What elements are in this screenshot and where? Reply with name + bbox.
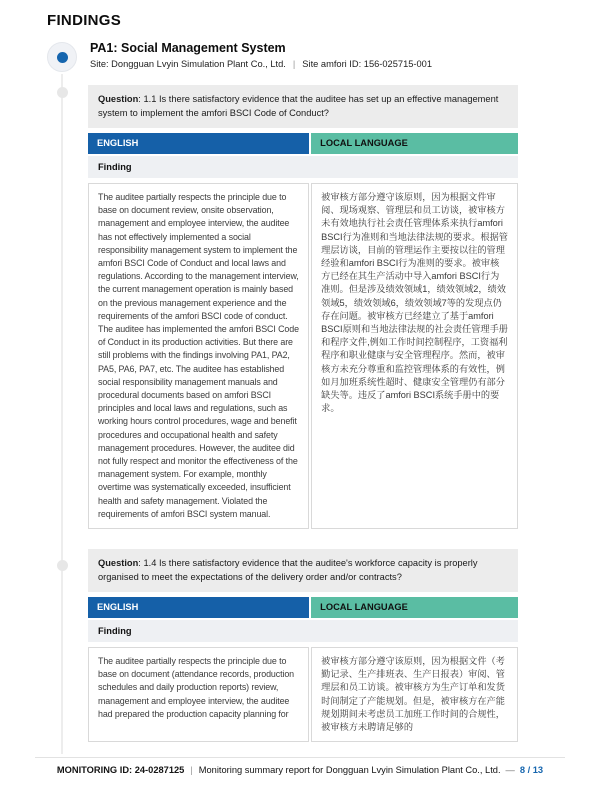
pa1-bullet-icon [47, 42, 77, 72]
monitoring-id: MONITORING ID: 24-0287125 [56, 765, 185, 775]
finding-english-cell: The auditee partially respects the principle due to base on document review, onsite observation, management and employee interview, the auditee has not effectively implemented a social responsibility management system to implement the amfori BSCI Code of Conduct and local laws and regulations. According to the management interview, the current management operation is mainly based on the previous management experience and the requirements of the amfori BSCI code of conduct. The auditee has implemented the amfori BSCI Code of Conduct in its production activities. But there are still problems with the findings involving PA1, PA2, PA5, PA6, PA7, etc. The auditee has established social responsibility management manuals and procedural documents based on amfori BSCI principles and local laws and regulations, such as working hours control procedures, wage and benefit procedures and occupational health and safety management procedures. However, the auditee did not fully respect and monitor the effectiveness of the management system. For example, monthly overtime was systematically exceeded, insufficient health and safety management. Violated the requirements of amfori BSCI system manual. [88, 183, 309, 529]
question-text [88, 549, 518, 592]
page-title: FINDINGS [47, 12, 122, 29]
separator: | [190, 765, 193, 775]
section-header [90, 41, 530, 69]
column-header-local-language: LOCAL LANGUAGE [311, 597, 518, 618]
finding-row-label: Finding [88, 620, 518, 642]
timeline-node-icon [57, 87, 68, 98]
site-name: Site: Dongguan Lvyin Simulation Plant Co., Ltd. [90, 59, 286, 69]
column-header-english: ENGLISH [88, 597, 309, 618]
finding-text-row [88, 183, 518, 529]
timeline-line [61, 74, 63, 754]
separator: | [292, 59, 296, 69]
finding-english-cell: The auditee partially respects the principle due to base on document (attendance records, production schedules and daily production reports) review, management and employee interview, the auditee had prepared the production capacity planning for [88, 647, 309, 742]
footer-divider [35, 757, 565, 758]
page-footer [0, 765, 600, 775]
finding-text-row [88, 647, 518, 742]
column-header-english: ENGLISH [88, 133, 309, 154]
finding-local-cell: 被审核方部分遵守该原则，因为根据文件（考勤记录、生产排班表、生产日报表）审阅、管理层和员工访谈。被审核方为生产订单和发货时间制定了产能规划。但是，被审核方在产能规划期间未考虑员工加班工作时间的合规性，被审核方未聘请足够的 [311, 647, 518, 742]
language-header-row [88, 597, 518, 618]
section-title: PA1: Social Management System [90, 41, 286, 55]
question-body: : 1.1 Is there satisfactory evidence that the auditee has set up an effective management system to implement the amfori BSCI Code of Conduct? [98, 94, 499, 119]
blue-dot-icon [57, 52, 68, 63]
page-number: 8 / 13 [519, 765, 544, 775]
report-title: Monitoring summary report for Dongguan Lvyin Simulation Plant Co., Ltd. [198, 765, 501, 775]
language-header-row [88, 133, 518, 154]
question-label: Question [98, 558, 139, 569]
question-1-4-block [88, 549, 518, 742]
findings-content [88, 85, 518, 742]
question-label: Question [98, 94, 139, 104]
site-info-line [90, 59, 530, 69]
column-header-local-language: LOCAL LANGUAGE [311, 133, 518, 154]
finding-local-cell: 被审核方部分遵守该原则，因为根据文件审阅、现场观察、管理层和员工访谈，被审核方未有效地执行社会责任管理体系来执行amfori BSCI行为准则和当地法律法规的要求。根据管理层访谈，目前的管理运作主要按以往的管理经验和amfori BSCI行为准则的要求。被审核方已经在其生产活动中导入amfori BSCI行为准则。但是涉及绩效领域1，绩效领域2，绩效领域5，绩效领域6，绩效领域7等的发现点仍存在问题。被审核方已经建立了基于amfori BSCI原则和当地法律法规的社会责任管理手册和程序文件,例如工作时间控制程序，工资福利程序和职业健康与安全管理程序。然而，被审核方未充分尊重和监控管理体系的有效性，例如月加班系统性超时、健康安全管理仍有部分缺失等。违反了amfori BSCI系统手册中的要求。 [311, 183, 518, 529]
question-body: : 1.4 Is there satisfactory evidence that the auditee's workforce capacity is properly organised to meet the expectations of the delivery order and/or contracts? [98, 558, 478, 583]
question-text [88, 85, 518, 128]
site-amfori-id: Site amfori ID: 156-025715-001 [302, 59, 433, 69]
question-1-1-block [88, 85, 518, 529]
finding-row-label: Finding [88, 156, 518, 178]
dash: — [505, 765, 515, 775]
timeline-node-icon [57, 560, 68, 571]
